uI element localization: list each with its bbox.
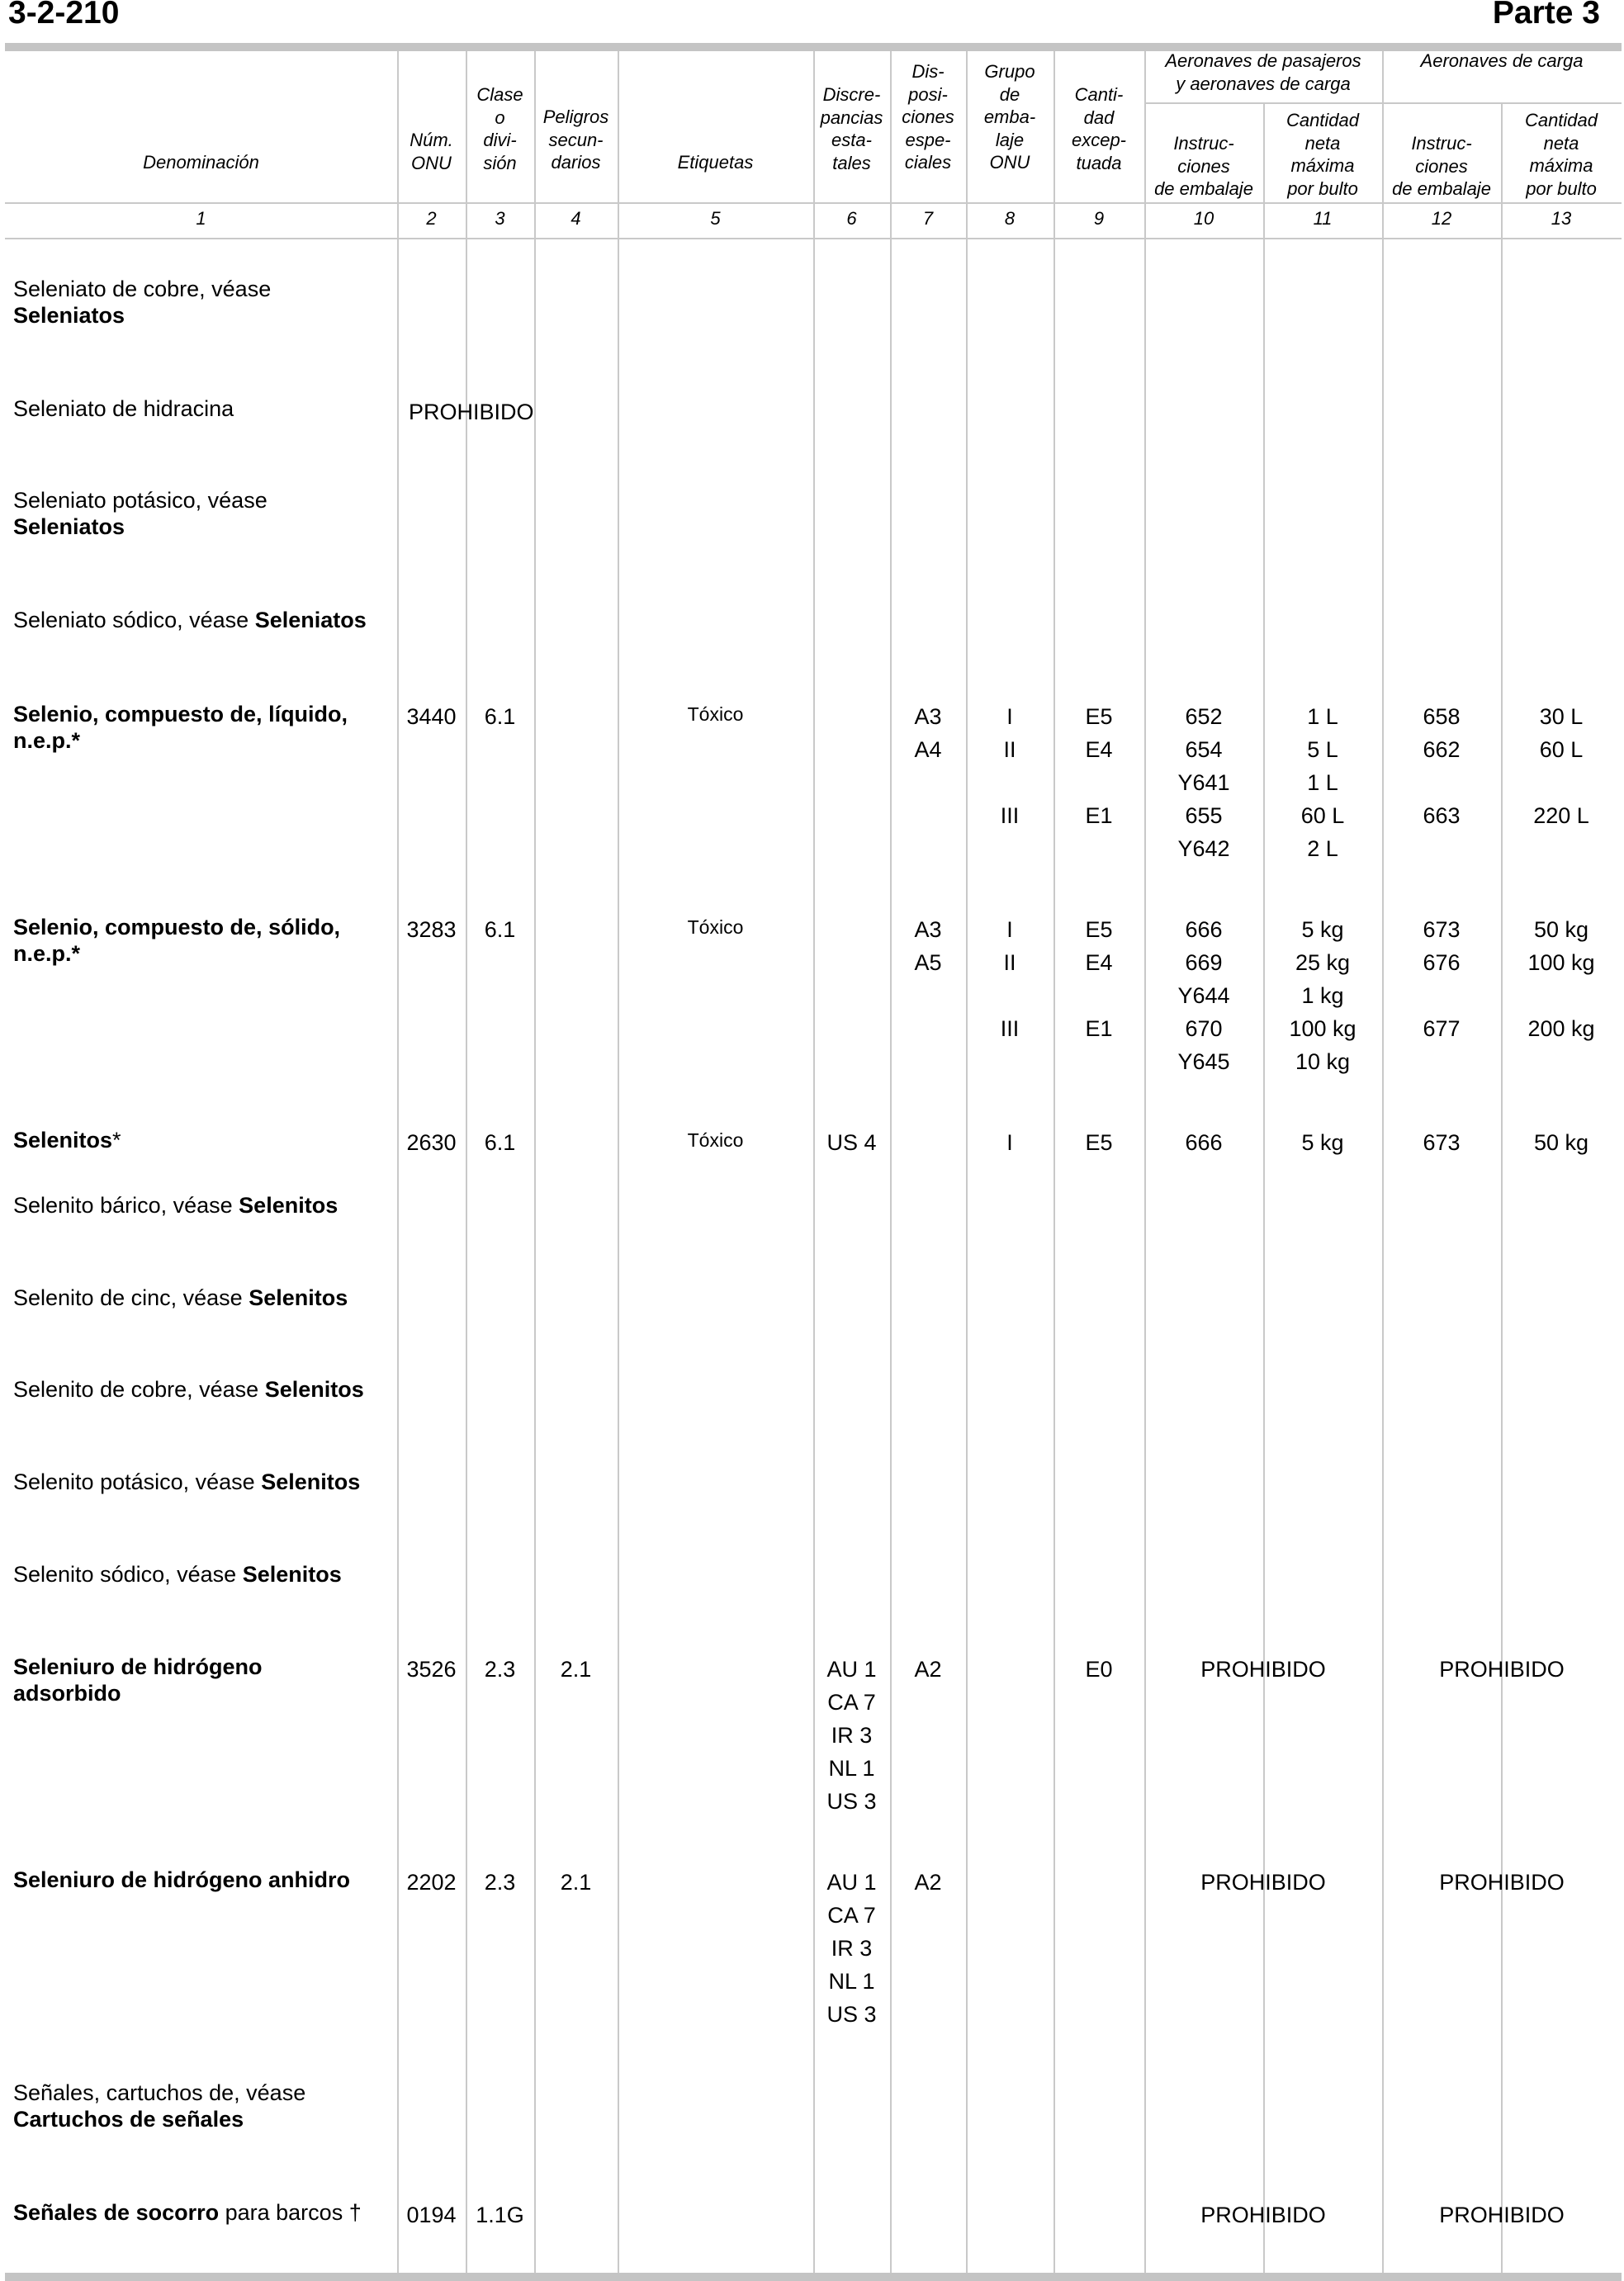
pi-pax: 669 xyxy=(1185,950,1223,975)
state-variation: US 3 xyxy=(826,1789,877,1814)
class: 1.1G xyxy=(476,2203,524,2227)
row-name-ref: Cartuchos de señales xyxy=(13,2107,244,2132)
pi-pax: Y645 xyxy=(1177,1049,1230,1074)
excepted-qty: E5 xyxy=(1085,704,1113,729)
state-variation: NL 1 xyxy=(828,1969,875,1994)
col-num: 1 xyxy=(196,208,206,229)
un-number: 0194 xyxy=(406,2203,457,2227)
excepted-qty: E4 xyxy=(1085,950,1113,975)
col-num: 9 xyxy=(1093,208,1105,229)
prohibited-pax: PROHIBIDO xyxy=(1200,1657,1326,1682)
qty-pax: 5 L xyxy=(1307,737,1338,762)
row-name-ref: Seleniatos xyxy=(13,303,125,328)
row-name-cont: n.e.p.* xyxy=(13,941,81,966)
label: Tóxico xyxy=(687,703,744,725)
un-number: 3283 xyxy=(406,917,457,942)
header-cantidad-pax: Cantidad neta máxima por bulto xyxy=(1285,110,1360,199)
row-name: Selenito sódico, véase xyxy=(13,1562,243,1587)
packing-group: III xyxy=(1000,803,1020,828)
qty-pax: 100 kg xyxy=(1289,1016,1356,1041)
special-provision: A3 xyxy=(914,704,942,729)
row-name-ref: Selenitos xyxy=(264,1377,364,1402)
class: 6.1 xyxy=(484,917,516,942)
state-variation: US 3 xyxy=(826,2002,877,2027)
row-name-ref: Selenitos xyxy=(242,1562,342,1587)
pi-pax: 666 xyxy=(1185,917,1223,942)
row-name: Señales, cartuchos de, véase xyxy=(13,2080,306,2105)
header-cantidad-carga: Cantidad neta máxima por bulto xyxy=(1524,110,1598,199)
row-name: Selenio, compuesto de, líquido, xyxy=(13,702,348,726)
qty-cargo: 50 kg xyxy=(1533,917,1589,942)
qty-pax: 1 L xyxy=(1307,770,1338,795)
col-num: 6 xyxy=(846,208,857,229)
row-name: Seleniato de hidracina xyxy=(13,396,234,421)
excepted-qty: E0 xyxy=(1085,1657,1113,1682)
qty-pax: 5 kg xyxy=(1301,1130,1344,1155)
class: 6.1 xyxy=(484,704,516,729)
excepted-qty: E4 xyxy=(1085,737,1113,762)
header-grupo-embalaje: Grupo de emba- laje ONU xyxy=(983,61,1036,173)
row-name-cont: adsorbido xyxy=(13,1681,121,1706)
state-variation: IR 3 xyxy=(831,1723,873,1748)
state-variation: AU 1 xyxy=(826,1657,877,1682)
row-name: Seleniato potásico, véase xyxy=(13,488,268,513)
prohibited-pax: PROHIBIDO xyxy=(1200,2203,1326,2227)
class: 6.1 xyxy=(484,1130,516,1155)
row-name: Selenito de cinc, véase xyxy=(13,1285,249,1310)
header-disposiciones: Dis- posi- ciones espe- ciales xyxy=(902,61,954,173)
pi-cargo: 673 xyxy=(1423,1130,1461,1155)
prohibited-cargo: PROHIBIDO xyxy=(1439,1657,1565,1682)
special-provision: A5 xyxy=(914,950,942,975)
pi-pax: 670 xyxy=(1185,1016,1223,1041)
subsidiary-hazard: 2.1 xyxy=(560,1870,592,1895)
packing-group: III xyxy=(1000,1016,1020,1041)
col-num: 11 xyxy=(1313,208,1333,229)
prohibited-cargo: PROHIBIDO xyxy=(1439,2203,1565,2227)
qty-cargo: 100 kg xyxy=(1527,950,1595,975)
special-provision: A2 xyxy=(914,1657,942,1682)
header-instrucciones-carga: Instruc- ciones de embalaje xyxy=(1392,133,1491,199)
class: 2.3 xyxy=(484,1870,516,1895)
row-name: Seleniuro de hidrógeno xyxy=(13,1654,263,1679)
qty-cargo: 220 L xyxy=(1533,803,1589,828)
state-variation: CA 7 xyxy=(827,1903,876,1928)
col-num: 10 xyxy=(1193,208,1214,229)
un-number: 2630 xyxy=(406,1130,457,1155)
qty-cargo: 60 L xyxy=(1539,737,1584,762)
row-name: Selenito de cobre, véase xyxy=(13,1377,265,1402)
qty-pax: 1 kg xyxy=(1301,983,1344,1008)
row-name-ref: Seleniatos xyxy=(13,514,125,539)
excepted-qty: E5 xyxy=(1085,917,1113,942)
row-name: Selenio, compuesto de, sólido, xyxy=(13,915,341,939)
special-provision: A3 xyxy=(914,917,942,942)
part-label: Parte 3 xyxy=(1492,0,1600,31)
state-variation: AU 1 xyxy=(826,1870,877,1895)
row-name-ref: Selenitos xyxy=(239,1193,339,1218)
row-name-rest: para barcos † xyxy=(219,2200,362,2225)
col-num: 13 xyxy=(1551,208,1572,229)
pi-cargo: 677 xyxy=(1423,1016,1461,1041)
label: Tóxico xyxy=(687,916,744,938)
row-name: Seleniato de cobre, véase xyxy=(13,277,272,301)
page-number: 3-2-210 xyxy=(8,0,120,31)
packing-group: I xyxy=(1006,704,1013,729)
un-number: 3440 xyxy=(406,704,457,729)
pi-pax: 654 xyxy=(1185,737,1223,762)
bottom-rule xyxy=(5,2273,1622,2281)
header-peligros: Peligros secun- darios xyxy=(542,106,609,173)
prohibited-text: PROHIBIDO xyxy=(409,400,534,424)
state-variation: CA 7 xyxy=(827,1690,876,1715)
col-num: 4 xyxy=(571,208,581,229)
header-discrepancias: Discre- pancias esta- tales xyxy=(820,84,883,173)
col-num: 12 xyxy=(1431,208,1452,229)
pi-pax: Y641 xyxy=(1177,770,1230,795)
row-name-ref: Seleniatos xyxy=(254,608,367,632)
header-etiquetas: Etiquetas xyxy=(677,152,754,173)
pi-cargo: 662 xyxy=(1423,737,1461,762)
row-name-star: * xyxy=(112,1128,121,1152)
qty-pax: 5 kg xyxy=(1301,917,1344,942)
excepted-qty: E1 xyxy=(1085,1016,1113,1041)
qty-pax: 1 L xyxy=(1307,704,1338,729)
header-cantidad-exceptuada: Canti- dad excep- tuada xyxy=(1071,84,1127,173)
subsidiary-hazard: 2.1 xyxy=(560,1657,592,1682)
row-name: Selenito potásico, véase xyxy=(13,1469,262,1494)
header-instrucciones-pax: Instruc- ciones de embalaje xyxy=(1154,133,1253,199)
pi-cargo: 676 xyxy=(1423,950,1461,975)
pi-pax: 655 xyxy=(1185,803,1223,828)
row-name-cont: n.e.p.* xyxy=(13,728,81,753)
special-provision: A4 xyxy=(914,737,942,762)
qty-pax: 60 L xyxy=(1300,803,1345,828)
pi-pax: Y644 xyxy=(1177,983,1230,1008)
special-provision: A2 xyxy=(914,1870,942,1895)
prohibited-pax: PROHIBIDO xyxy=(1200,1870,1326,1895)
row-name: Señales de socorro xyxy=(13,2200,220,2225)
un-number: 3526 xyxy=(406,1657,457,1682)
header-aeronaves-carga: Aeronaves de carga xyxy=(1420,50,1584,71)
pi-cargo: 663 xyxy=(1423,803,1461,828)
state-variation: NL 1 xyxy=(828,1756,875,1781)
prohibited-cargo: PROHIBIDO xyxy=(1439,1870,1565,1895)
qty-cargo: 200 kg xyxy=(1527,1016,1595,1041)
col-num: 5 xyxy=(710,208,721,229)
col-num: 3 xyxy=(495,208,505,229)
header-num-onu: Núm. ONU xyxy=(410,130,453,173)
pi-cargo: 658 xyxy=(1423,704,1461,729)
class: 2.3 xyxy=(484,1657,516,1682)
row-name-ref: Selenitos xyxy=(261,1469,361,1494)
pi-pax: 652 xyxy=(1185,704,1223,729)
pi-cargo: 673 xyxy=(1423,917,1461,942)
row-name: Seleniuro de hidrógeno anhidro xyxy=(13,1867,351,1892)
excepted-qty: E5 xyxy=(1085,1130,1113,1155)
packing-group: I xyxy=(1006,917,1013,942)
row-name: Selenitos xyxy=(13,1128,113,1152)
col-num: 8 xyxy=(1004,208,1016,229)
qty-pax: 2 L xyxy=(1307,836,1338,861)
header-aeronaves-pasajeros: Aeronaves de pasajeros y aeronaves de carga xyxy=(1165,50,1361,94)
qty-pax: 10 kg xyxy=(1295,1049,1351,1074)
pi-pax: Y642 xyxy=(1177,836,1230,861)
col-num: 7 xyxy=(922,208,934,229)
state-variation: IR 3 xyxy=(831,1936,873,1961)
qty-cargo: 50 kg xyxy=(1533,1130,1589,1155)
qty-pax: 25 kg xyxy=(1295,950,1351,975)
col-num: 2 xyxy=(426,208,437,229)
qty-cargo: 30 L xyxy=(1539,704,1584,729)
header-denominacion: Denominación xyxy=(143,152,259,173)
header-clase: Clase o divi- sión xyxy=(476,84,523,173)
row-name: Seleniato sódico, véase xyxy=(13,608,255,632)
packing-group: I xyxy=(1006,1130,1013,1155)
packing-group: II xyxy=(1003,737,1016,762)
excepted-qty: E1 xyxy=(1085,803,1113,828)
un-number: 2202 xyxy=(406,1870,457,1895)
row-name-ref: Selenitos xyxy=(249,1285,348,1310)
packing-group: II xyxy=(1003,950,1016,975)
label: Tóxico xyxy=(687,1129,744,1151)
state-variation: US 4 xyxy=(826,1130,877,1155)
row-name: Selenito bárico, véase xyxy=(13,1193,239,1218)
pi-pax: 666 xyxy=(1185,1130,1223,1155)
